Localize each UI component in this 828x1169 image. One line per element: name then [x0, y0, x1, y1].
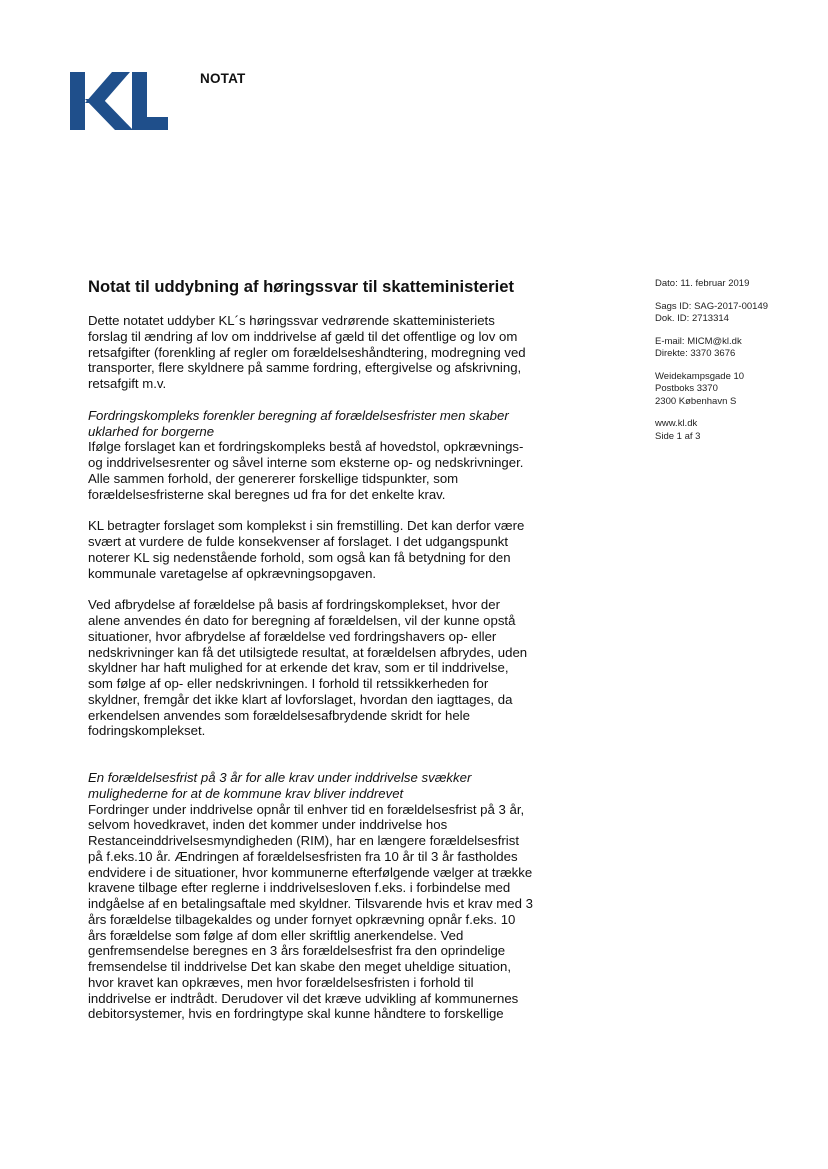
text-line: situationer, hvor afbrydelse af forældelse ved fordringshavers op- eller	[88, 628, 497, 644]
text-line: skyldner, fremgår det ikke klart af lovforslaget, hvordan den iagttages, da	[88, 691, 513, 707]
text-line: debitorsystemer, hvis en fordringtype skal kunne håndtere to forskellige	[88, 1006, 504, 1022]
text-line: Ved afbrydelse af forældelse på basis af fordringskomplekset, hvor der	[88, 597, 500, 613]
text-line: kravene tilbage efter reglerne i inddrivelsesloven f.eks. i forbindelse med	[88, 880, 511, 896]
text-line: noterer KL sig nedenstående forhold, som også kan få betydning for den	[88, 549, 511, 565]
text-line: endvidere i de situationer, hvor kommunerne efterfølgende vælger at trække	[88, 864, 533, 880]
text-line: nedskrivninger kan få det utilsigtede resultat, at forældelsen afbrydes, uden	[88, 644, 528, 660]
paragraph	[88, 802, 558, 1023]
section-heading	[88, 408, 558, 440]
address-street: Weidekampsgade 10	[655, 370, 745, 382]
direct-phone: Direkte: 3370 3676	[655, 348, 736, 359]
text-line: uklarhed for borgerne	[88, 423, 215, 439]
text-line: Restanceinddrivelsesmyndigheden (RIM), har en længere forældelsesfrist	[88, 833, 519, 848]
document-title: Notat til uddybning af høringssvar til skatteministeriet	[88, 277, 514, 296]
text-line: fodringskomplekset.	[88, 723, 206, 739]
text-line: Ifølge forslaget kan et fordringskompleks bestå af hovedstol, opkrævnings-	[88, 439, 524, 455]
paragraph	[88, 439, 558, 502]
website: www.kl.dk	[655, 418, 698, 429]
text-line: kommunale varetagelse af opkrævningsopgaven.	[88, 565, 377, 581]
text-line: års forældelse tilbagekaldes og under fornyet opkrævning opnår f.eks. 10	[88, 911, 516, 927]
text-line: Dette notatet uddyber KL´s høringssvar vedrørende skatteministeriets	[88, 313, 495, 328]
text-line: selvom hovedkravet, inden det kommer under inddrivelse hos	[88, 817, 448, 833]
page-number: Side 1 af 3	[655, 430, 701, 442]
text-line: KL betragter forslaget som komplekst i sin fremstilling. Det kan derfor være	[88, 518, 525, 534]
paragraph	[88, 518, 558, 581]
text-line: forslag til ændring af lov om inddrivelse af gæld til det offentlige og lov om	[88, 328, 518, 344]
text-line: genfremsendelse beregnes en 3 års forældelsesfrist fra den oprindelige	[88, 943, 506, 959]
address-city: 2300 København S	[655, 395, 737, 407]
text-line: forældelsesfristerne skal beregnes ud fra for det enkelte krav.	[88, 486, 446, 502]
text-line: års forældelse som følge af dom eller skriftlig anerkendelse. Ved	[88, 927, 464, 943]
document-id: Dok. ID: 2713314	[655, 313, 729, 324]
text-line: En forældelsesfrist på 3 år for alle krav under inddrivelse svækker	[88, 770, 472, 785]
text-line: indgåelse af en betalingsaftale med skyldner. Tilsvarende hvis et krav med 3	[88, 896, 533, 911]
address-postbox: Postboks 3370	[655, 383, 718, 394]
text-line: hvor kravet kan opkræves, men hvor forældelsesfristen i forhold til	[88, 974, 474, 990]
text-line: skyldner har haft mulighed for at erkende det krav, som er til inddrivelse,	[88, 660, 509, 676]
text-line: svært at vurdere de fulde konsekvenser af forslaget. I det udgangspunkt	[88, 534, 509, 549]
intro-paragraph	[88, 313, 558, 392]
text-line: erkendelsen anvendes som forældelsesafbrydende skridt for hele	[88, 707, 470, 723]
paragraph	[88, 597, 558, 739]
text-line: retsafgifter (forenkling af regler om forældelseshåndtering, modregning ved	[88, 344, 526, 360]
document-body	[88, 313, 558, 1022]
text-line: Alle sammen forhold, der genererer forskellige tidspunkter, som	[88, 470, 459, 486]
document-type-label: NOTAT	[200, 71, 246, 86]
text-line: fremsendelse til inddrivelse Det kan skabe den meget uheldige situation,	[88, 959, 511, 974]
case-id: Sags ID: SAG-2017-00149	[655, 300, 769, 312]
section-heading	[88, 770, 558, 802]
email: E-mail: MICM@kl.dk	[655, 335, 742, 347]
text-line: på f.eks.10 år. Ændringen af forældelsesfristen fra 10 år til 3 år fastholdes	[88, 848, 518, 864]
text-line: transporter, flere skyldnere på samme fordring, eftergivelse og afskrivning,	[88, 360, 522, 376]
text-line: som følge af op- eller nedskrivningen. I forhold til retssikkerheden for	[88, 676, 489, 691]
kl-logo	[70, 72, 170, 130]
document-metadata	[655, 278, 768, 453]
text-line: alene anvendes én dato for beregning af forældelsen, vil der kunne opstå	[88, 613, 516, 628]
kl-logo-mark	[70, 72, 170, 130]
text-line: Fordringskompleks forenkler beregning af forældelsesfrister men skaber	[88, 407, 509, 423]
text-line: retsafgift m.v.	[88, 376, 167, 391]
date: Dato: 11. februar 2019	[655, 278, 750, 289]
text-line: og inddrivelsesrenter og såvel interne som eksterne op- og nedskrivninger.	[88, 455, 524, 470]
text-line: mulighederne for at de kommune krav bliver inddrevet	[88, 785, 404, 801]
text-line: inddrivelse er indtrådt. Derudover vil det kræve udvikling af kommunernes	[88, 990, 519, 1006]
text-line: Fordringer under inddrivelse opnår til enhver tid en forældelsesfrist på 3 år,	[88, 801, 525, 817]
